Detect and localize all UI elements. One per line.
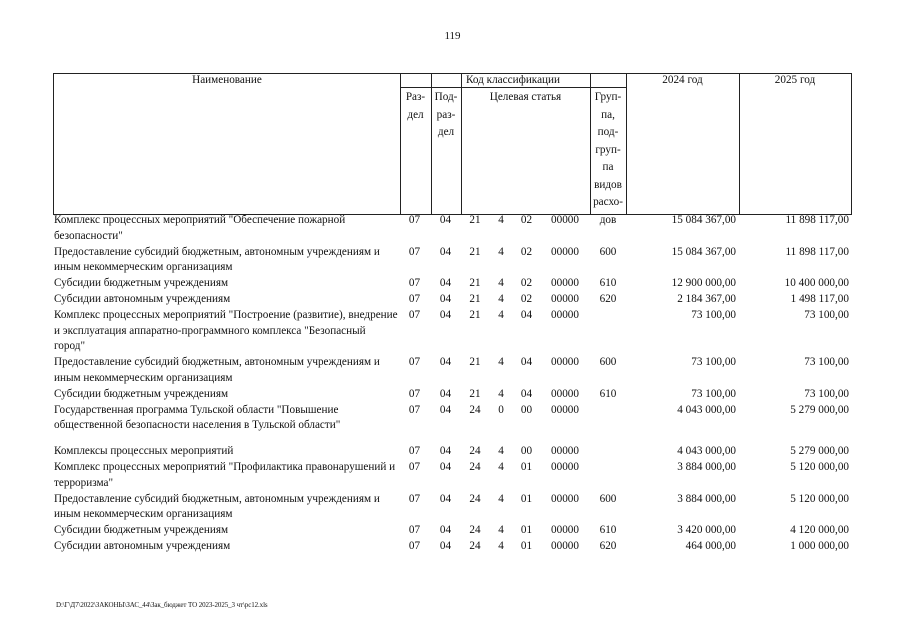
table-row <box>53 523 850 539</box>
table-row <box>53 403 850 435</box>
table-row <box>53 539 850 555</box>
cell-name: Предоставление субсидий бюджетным, автономным учреждениям и иным некоммерческим организациям <box>54 492 380 521</box>
header-podrazdel-line: раз- <box>436 108 456 121</box>
cell-name: Субсидии автономным учреждениям <box>54 539 231 552</box>
cell-t3: 01 <box>520 492 533 505</box>
cell-group: 600 <box>599 492 617 505</box>
header-group-line: под- <box>597 126 619 138</box>
cell-name: Предоставление субсидий бюджетным, автономным учреждениям и иным некоммерческим организациям <box>54 356 380 384</box>
cell-y2025: 10 400 000,00 <box>784 277 849 290</box>
table-row <box>53 387 850 403</box>
cell-t2: 4 <box>498 539 504 552</box>
cell-group: 610 <box>599 524 617 537</box>
cell-t3: 01 <box>520 539 533 552</box>
cell-y2024: 4 043 000,00 <box>677 445 736 458</box>
cell-podrazdel: 04 <box>439 445 452 458</box>
cell-podrazdel: 04 <box>439 356 452 369</box>
cell-razdel: 07 <box>408 403 421 416</box>
cell-t2: 4 <box>498 245 504 258</box>
cell-podrazdel: 04 <box>439 245 452 258</box>
cell-razdel: 07 <box>408 445 421 458</box>
cell-y2024: 73 100,00 <box>691 308 736 321</box>
cell-y2024: 12 900 000,00 <box>671 277 736 290</box>
cell-t1: 24 <box>469 524 481 537</box>
cell-t4: 00000 <box>551 387 579 400</box>
cell-t3: 04 <box>520 308 533 321</box>
cell-podrazdel: 04 <box>439 492 452 505</box>
cell-t1: 21 <box>469 245 481 258</box>
cell-group: 600 <box>599 356 617 369</box>
cell-y2024: 4 043 000,00 <box>677 403 736 416</box>
cell-y2025: 11 898 117,00 <box>785 214 849 226</box>
cell-t2: 4 <box>498 492 504 505</box>
cell-t4: 00000 <box>551 403 579 416</box>
cell-t3: 02 <box>520 277 533 290</box>
cell-t3: 04 <box>520 356 533 369</box>
cell-t4: 00000 <box>551 356 579 369</box>
cell-t1: 21 <box>469 277 481 290</box>
cell-name: Субсидии бюджетным учреждениям <box>54 524 229 537</box>
cell-t1: 21 <box>469 356 481 369</box>
cell-t2: 4 <box>498 460 504 473</box>
cell-group: 610 <box>599 387 617 400</box>
cell-name: Предоставление субсидий бюджетным, автономным учреждениям и иным некоммерческим организациям <box>54 245 380 274</box>
cell-razdel: 07 <box>408 524 421 537</box>
cell-t2: 4 <box>498 524 504 537</box>
cell-t1: 24 <box>469 445 481 458</box>
cell-name: Комплексы процессных мероприятий <box>54 445 234 458</box>
cell-t3: 00 <box>520 403 533 416</box>
cell-podrazdel: 04 <box>439 214 452 226</box>
cell-t3: 01 <box>520 524 533 537</box>
cell-t2: 4 <box>498 387 504 400</box>
col-divider <box>739 74 740 214</box>
header-group-line: расхо- <box>593 196 623 208</box>
table-row <box>53 355 850 387</box>
cell-t3: 01 <box>520 460 533 473</box>
cell-t4: 00000 <box>551 539 579 552</box>
cell-podrazdel: 04 <box>439 460 452 473</box>
table-row <box>53 492 850 524</box>
cell-t1: 21 <box>469 292 481 305</box>
cell-t1: 21 <box>469 214 481 226</box>
table-body <box>53 213 850 555</box>
cell-y2024: 2 184 367,00 <box>677 292 736 305</box>
cell-y2025: 5 279 000,00 <box>790 403 849 416</box>
cell-group: 610 <box>599 277 617 290</box>
cell-podrazdel: 04 <box>439 403 452 416</box>
cell-y2024: 3 884 000,00 <box>677 460 736 473</box>
table-row <box>53 245 850 277</box>
cell-razdel: 07 <box>408 492 421 505</box>
cell-razdel: 07 <box>408 387 421 400</box>
cell-t4: 00000 <box>551 245 579 258</box>
header-podrazdel-line: Под- <box>434 91 458 103</box>
cell-y2024: 464 000,00 <box>685 539 736 552</box>
cell-t3: 00 <box>520 445 533 458</box>
cell-t3: 02 <box>520 245 533 258</box>
cell-y2025: 73 100,00 <box>804 308 849 321</box>
header-group-line: па <box>602 161 614 173</box>
header-razdel-line: Раз- <box>405 91 426 103</box>
cell-y2024: 73 100,00 <box>691 387 736 400</box>
cell-t3: 04 <box>520 387 533 400</box>
cell-t4: 00000 <box>551 445 579 458</box>
cell-t4: 00000 <box>551 308 579 321</box>
cell-t2: 4 <box>498 308 504 321</box>
cell-y2025: 4 120 000,00 <box>790 524 849 537</box>
cell-podrazdel: 04 <box>439 524 452 537</box>
cell-group: 600 <box>599 245 617 258</box>
cell-podrazdel: 04 <box>439 308 452 321</box>
cell-podrazdel: 04 <box>439 387 452 400</box>
header-group-line: груп- <box>595 143 621 156</box>
cell-y2025: 73 100,00 <box>804 356 849 369</box>
cell-t1: 21 <box>469 308 481 321</box>
header-podrazdel-line: дел <box>437 126 455 138</box>
cell-name: Комплекс процессных мероприятий "Построение (развитие), внедрение и эксплуатация аппаратно-программного комплекса "Безопасный город" <box>54 308 398 353</box>
header-2025: 2025 год <box>774 74 816 86</box>
cell-t4: 00000 <box>551 214 579 226</box>
col-divider <box>626 74 627 214</box>
cell-razdel: 07 <box>408 214 421 226</box>
header-2024: 2024 год <box>662 74 703 86</box>
cell-y2024: 15 084 367,00 <box>671 245 736 258</box>
page-number: 119 <box>444 30 461 42</box>
cell-name: Субсидии бюджетным учреждениям <box>54 387 229 400</box>
cell-t4: 00000 <box>551 460 579 473</box>
cell-name: Государственная программа Тульской области "Повышение общественной безопасности населения в Тульской области" <box>54 403 341 432</box>
cell-group: 620 <box>599 539 617 552</box>
cell-razdel: 07 <box>408 292 421 305</box>
cell-t2: 0 <box>498 403 504 416</box>
cell-razdel: 07 <box>408 356 421 369</box>
cell-t1: 24 <box>469 460 481 473</box>
cell-y2024: 3 420 000,00 <box>677 524 736 537</box>
cell-t4: 00000 <box>551 292 579 305</box>
cell-group: 620 <box>599 292 617 305</box>
cell-y2024: 15 084 367,00 <box>671 214 736 226</box>
cell-razdel: 07 <box>408 245 421 258</box>
cell-t4: 00000 <box>551 277 579 290</box>
cell-name: Комплекс процессных мероприятий "Обеспечение пожарной безопасности" <box>54 214 346 242</box>
header-group-line: дов <box>599 213 617 226</box>
cell-t2: 4 <box>498 356 504 369</box>
header-group-line: Груп- <box>594 91 622 103</box>
cell-y2025: 73 100,00 <box>804 387 849 400</box>
cell-podrazdel: 04 <box>439 277 452 290</box>
cell-t2: 4 <box>498 277 504 290</box>
cell-name: Комплекс процессных мероприятий "Профилактика правонарушений и терроризма" <box>54 460 396 489</box>
table-row <box>53 444 850 460</box>
header-podrazdel <box>431 89 461 142</box>
table-row <box>53 460 850 492</box>
cell-t3: 02 <box>520 292 533 305</box>
cell-razdel: 07 <box>408 308 421 321</box>
cell-razdel: 07 <box>408 460 421 473</box>
cell-name: Субсидии бюджетным учреждениям <box>54 277 229 290</box>
header-group <box>590 89 626 229</box>
cell-podrazdel: 04 <box>439 292 452 305</box>
cell-t1: 24 <box>469 403 481 416</box>
cell-y2024: 3 884 000,00 <box>677 492 736 505</box>
header-razdel <box>400 89 431 124</box>
header-group-line: па, <box>601 108 615 121</box>
cell-y2024: 73 100,00 <box>691 356 736 369</box>
cell-t3: 02 <box>520 214 533 226</box>
cell-y2025: 1 498 117,00 <box>790 292 849 305</box>
cell-razdel: 07 <box>408 539 421 552</box>
cell-t1: 24 <box>469 492 481 505</box>
header-code: Код классификации <box>466 74 560 86</box>
table-row <box>53 276 850 292</box>
cell-y2025: 1 000 000,00 <box>790 539 849 552</box>
cell-t4: 00000 <box>551 524 579 537</box>
cell-y2025: 5 279 000,00 <box>790 445 849 458</box>
header-razdel-line: дел <box>407 108 424 121</box>
header-name: Наименование <box>192 74 262 86</box>
footer-path: D:\Г\Д7\2022\ЗАКОНЫ\ЗАС_44\Зак_бюджет ТО 2023-2025_3 чт\рс12.xls <box>56 601 268 609</box>
cell-y2025: 5 120 000,00 <box>790 460 849 473</box>
cell-y2025: 11 898 117,00 <box>785 245 849 258</box>
cell-t1: 24 <box>469 539 481 552</box>
cell-t2: 4 <box>498 214 504 226</box>
cell-y2025: 5 120 000,00 <box>790 492 849 505</box>
cell-t2: 4 <box>498 292 504 305</box>
table-row <box>53 213 850 245</box>
cell-t2: 4 <box>498 445 504 458</box>
header-group-line: видов <box>594 178 622 191</box>
cell-razdel: 07 <box>408 277 421 290</box>
table-row <box>53 308 850 355</box>
table-row <box>53 292 850 308</box>
header-target: Целевая статья <box>489 91 562 103</box>
cell-podrazdel: 04 <box>439 539 452 552</box>
cell-name: Субсидии автономным учреждениям <box>54 292 231 305</box>
cell-t4: 00000 <box>551 492 579 505</box>
cell-t1: 21 <box>469 387 481 400</box>
